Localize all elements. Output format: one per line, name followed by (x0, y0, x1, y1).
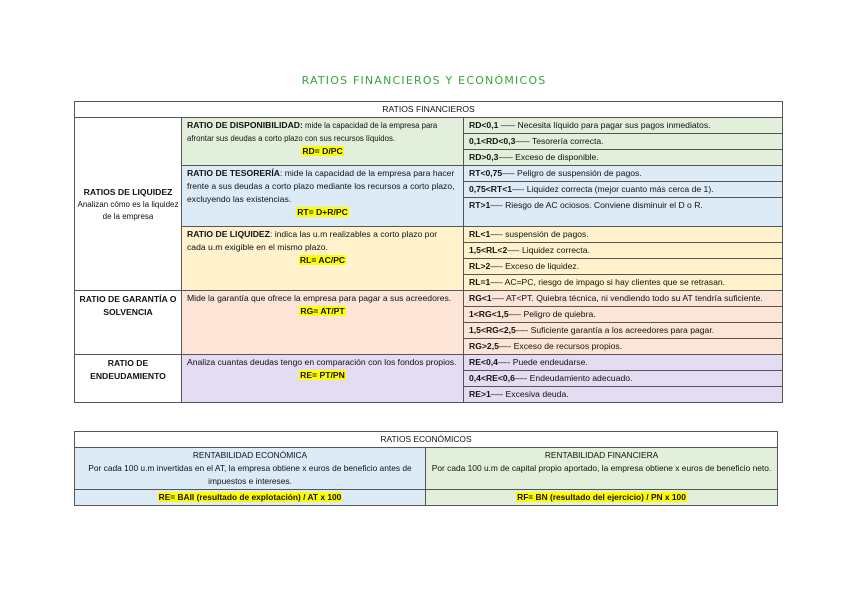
economic-header: RATIOS ECONÓMICOS (75, 432, 778, 448)
rentabilidad-economica-desc: Por cada 100 u.m invertidas en el AT, la empresa obtiene x euros de beneficio antes de impuestos e intereses. (88, 463, 412, 486)
condition-text: ––– Exceso de disponible. (498, 152, 599, 162)
rentabilidad-financiera-formula: RF= BN (resultado del ejercicio) / PN x 100 (517, 492, 686, 502)
garantia-label: RATIO DE GARANTÍA O SOLVENCIA (75, 291, 182, 355)
liquidez-name: RATIO DE LIQUIDEZ (187, 229, 270, 239)
condition-code: RE>1 (469, 389, 491, 399)
disponibilidad-formula: RD= D/PC (302, 146, 343, 156)
condition-row (464, 118, 783, 134)
rentabilidad-financiera-desc: Por cada 100 u.m de capital propio aportado, la empresa obtiene x euros de beneficio neto. (431, 463, 772, 473)
condition-text: ––- AT<PT. Quiebra técnica, ni vendiendo todo su AT tendría suficiente. (491, 293, 763, 303)
condition-code: 1<RG<1,5 (469, 309, 509, 319)
tesoreria-desc: : mide la capacidad de la empresa para hacer frente a sus deudas a corto plazo mediante los recursos a corto plazo, excluyendo las existencias. (187, 168, 455, 204)
condition-code: 1,5<RG<2,5 (469, 325, 516, 335)
condition-row (464, 150, 783, 166)
financiera-formula-cell (426, 490, 778, 506)
condition-text: ––- Riesgo de AC ociosos. Conviene disminuir el D o R. (490, 200, 703, 210)
financial-ratios-table (74, 101, 783, 403)
rentabilidad-financiera-cell (426, 448, 778, 490)
rentabilidad-financiera-title: RENTABILIDAD FINANCIERA (544, 450, 659, 460)
disponibilidad-name: RATIO DE DISPONIBILIDAD: (187, 120, 303, 130)
condition-row (464, 134, 783, 150)
condition-text: ––- Peligro de suspensión de pagos. (502, 168, 642, 178)
condition-text: ––- Suficiente garantía a los acreedores para pagar. (515, 325, 715, 335)
endeudamiento-formula: RE= PT/PN (300, 370, 345, 380)
condition-code: RG>2,5 (469, 341, 499, 351)
condition-text: ––- Liquidez correcta (mejor cuanto más cerca de 1). (512, 184, 714, 194)
financial-header: RATIOS FINANCIEROS (75, 102, 783, 118)
condition-row (464, 291, 783, 307)
economic-ratios-table (74, 431, 778, 506)
condition-code: RD<0,1 (469, 120, 499, 130)
condition-text: ––- Exceso de recursos propios. (498, 341, 623, 351)
condition-text: ––- Liquidez correcta. (507, 245, 590, 255)
tesoreria-formula: RT= D+R/PC (297, 207, 348, 217)
condition-row (464, 371, 783, 387)
condition-code: RL=1 (469, 277, 491, 287)
liquidity-label: RATIOS DE LIQUIDEZ (83, 186, 173, 197)
condition-code: RE<0,4 (469, 357, 498, 367)
condition-code: RD>0,3 (469, 152, 499, 162)
garantia-formula: RG= AT/PT (300, 306, 345, 316)
condition-row (464, 198, 783, 227)
condition-text: ––- Puede endeudarse. (497, 357, 588, 367)
liquidity-group-label (75, 118, 182, 291)
condition-row (464, 166, 783, 182)
liquidez-desc: : indica las u.m realizables a corto plazo por cada u.m exigible en el mismo plazo. (187, 229, 438, 252)
condition-text: ––- Excesiva deuda. (490, 389, 569, 399)
condition-code: 0,4<RE<0,6 (469, 373, 515, 383)
condition-row (464, 355, 783, 371)
condition-code: RT<0,75 (469, 168, 503, 178)
condition-code: RL<1 (469, 229, 491, 239)
liquidez-formula: RL= AC/PC (299, 255, 346, 265)
liquidity-sublabel: Analizan cómo es la liquidez de la empresa (77, 199, 179, 221)
condition-text: ––– Tesorería correcta. (515, 136, 604, 146)
condition-row (464, 243, 783, 259)
rentabilidad-economica-formula: RE= BAII (resultado de explotación) / AT x 100 (158, 492, 342, 502)
disponibilidad-desc-cell (182, 118, 464, 166)
condition-code: 0,75<RT<1 (469, 184, 512, 194)
condition-row (464, 323, 783, 339)
condition-row (464, 339, 783, 355)
liquidez-desc-cell (182, 227, 464, 291)
endeudamiento-desc: Analiza cuantas deudas tengo en comparación con los fondos propios. (187, 357, 457, 367)
condition-code: RT>1 (469, 200, 491, 210)
condition-code: 0,1<RD<0,3 (469, 136, 516, 146)
garantia-desc: Mide la garantía que ofrece la empresa para pagar a sus acreedores. (187, 293, 452, 303)
condition-row (464, 307, 783, 323)
condition-row (464, 227, 783, 243)
condition-text: ––- suspensión de pagos. (490, 229, 589, 239)
tesoreria-desc-cell (182, 166, 464, 227)
condition-row (464, 387, 783, 403)
condition-row (464, 275, 783, 291)
condition-code: RG<1 (469, 293, 492, 303)
condition-code: RL>2 (469, 261, 491, 271)
disponibilidad-desc: mide la capacidad de la empresa para afrontar sus deudas a corto plazo con sus recursos líquidos. (187, 121, 438, 143)
rentabilidad-economica-title: RENTABILIDAD ECONÓMICA (192, 450, 308, 460)
condition-code: 1,5<RL<2 (469, 245, 508, 255)
rentabilidad-economica-cell (75, 448, 426, 490)
condition-text: ––- Endeudamiento adecuado. (514, 373, 633, 383)
condition-text: ––- AC=PC, riesgo de impago si hay clientes que se retrasan. (490, 277, 726, 287)
tesoreria-name: RATIO DE TESORERÍA (187, 168, 280, 178)
condition-text: ––– Necesita líquido para pagar sus pagos inmediatos. (498, 120, 711, 130)
garantia-desc-cell (182, 291, 464, 355)
endeudamiento-desc-cell (182, 355, 464, 403)
economica-formula-cell (75, 490, 426, 506)
page-title: RATIOS FINANCIEROS Y ECONÓMICOS (301, 74, 547, 87)
condition-text: ––- Exceso de liquidez. (490, 261, 580, 271)
condition-row (464, 182, 783, 198)
condition-row (464, 259, 783, 275)
endeudamiento-label: RATIO DE ENDEUDAMIENTO (75, 355, 182, 403)
condition-text: ––- Peligro de quiebra. (508, 309, 596, 319)
